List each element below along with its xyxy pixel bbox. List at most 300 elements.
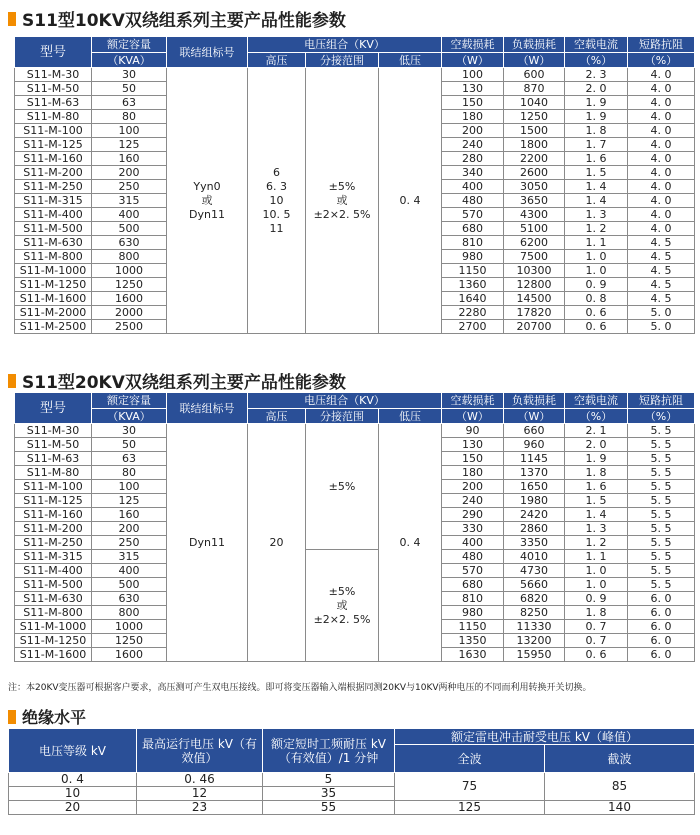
orange-square-icon xyxy=(8,374,16,388)
noload-loss-cell: 480 xyxy=(442,194,504,208)
noload-loss-cell: 1360 xyxy=(442,278,504,292)
load-loss-cell: 1500 xyxy=(504,124,565,138)
header-impulse: 额定雷电冲击耐受电压 kV（峰值） xyxy=(395,729,695,745)
capacity-cell: 400 xyxy=(92,208,167,222)
cell-line: 11 xyxy=(269,221,284,235)
model-cell: S11-M-800 xyxy=(15,250,92,264)
noload-loss-cell: 240 xyxy=(442,138,504,152)
noload-loss-cell: 1630 xyxy=(442,648,504,662)
impedance-cell: 6. 0 xyxy=(628,634,695,648)
model-cell: S11-M-50 xyxy=(15,82,92,96)
noload-current-cell: 0. 6 xyxy=(565,320,628,334)
header-impedance: 短路抗阻 xyxy=(628,393,695,409)
noload-loss-cell: 980 xyxy=(442,606,504,620)
cell-line: ±2×2. 5% xyxy=(313,207,371,221)
capacity-cell: 400 xyxy=(92,564,167,578)
connection-cell: Dyn11 xyxy=(167,424,248,662)
noload-loss-cell: 150 xyxy=(442,96,504,110)
noload-loss-cell: 130 xyxy=(442,438,504,452)
model-cell: S11-M-30 xyxy=(15,424,92,438)
capacity-cell: 125 xyxy=(92,138,167,152)
model-cell: S11-M-1000 xyxy=(15,264,92,278)
header-voltage: 电压组合（KV） xyxy=(248,393,442,409)
impedance-cell: 4. 5 xyxy=(628,264,695,278)
noload-loss-cell: 90 xyxy=(442,424,504,438)
table-10kv xyxy=(14,36,695,334)
hv-cell: 20 xyxy=(248,424,306,662)
capacity-cell: 100 xyxy=(92,480,167,494)
noload-loss-cell: 240 xyxy=(442,494,504,508)
model-cell: S11-M-500 xyxy=(15,222,92,236)
capacity-cell: 63 xyxy=(92,452,167,466)
noload-current-cell: 0. 9 xyxy=(565,592,628,606)
header-lv: 低压 xyxy=(379,409,442,424)
noload-loss-cell: 810 xyxy=(442,236,504,250)
model-cell: S11-M-125 xyxy=(15,138,92,152)
header-hv: 高压 xyxy=(248,53,306,68)
impedance-cell: 5. 5 xyxy=(628,480,695,494)
table-row xyxy=(15,550,695,564)
load-loss-cell: 13200 xyxy=(504,634,565,648)
ins-full-cell: 125 xyxy=(395,801,545,815)
model-cell: S11-M-80 xyxy=(15,110,92,124)
load-loss-cell: 1370 xyxy=(504,466,565,480)
header-load-loss: 负载损耗 xyxy=(504,393,565,409)
load-loss-cell: 6200 xyxy=(504,236,565,250)
impedance-cell: 5. 5 xyxy=(628,438,695,452)
model-cell: S11-M-1600 xyxy=(15,292,92,306)
capacity-cell: 1000 xyxy=(92,620,167,634)
impedance-cell: 4. 5 xyxy=(628,278,695,292)
load-loss-cell: 15950 xyxy=(504,648,565,662)
cell-line: 或 xyxy=(201,193,213,207)
noload-current-cell: 1. 4 xyxy=(565,180,628,194)
header-tap: 分接范围 xyxy=(306,53,379,68)
header-impedance: 短路抗阻 xyxy=(628,37,695,53)
header-noload-loss: 空载损耗 xyxy=(442,37,504,53)
load-loss-cell: 870 xyxy=(504,82,565,96)
ins-freq-cell: 5 xyxy=(263,773,395,787)
impedance-cell: 4. 5 xyxy=(628,236,695,250)
header-hv: 高压 xyxy=(248,409,306,424)
section-title-20kv: S11型20KV双绕组系列主要产品性能参数 xyxy=(8,368,346,393)
model-cell: S11-M-63 xyxy=(15,452,92,466)
noload-loss-cell: 200 xyxy=(442,480,504,494)
noload-loss-cell: 150 xyxy=(442,452,504,466)
noload-current-cell: 1. 5 xyxy=(565,494,628,508)
header-chopped-wave: 截波 xyxy=(545,745,695,773)
cell-line: ±5% xyxy=(328,584,356,598)
impedance-cell: 5. 5 xyxy=(628,466,695,480)
noload-loss-cell: 680 xyxy=(442,578,504,592)
capacity-cell: 630 xyxy=(92,592,167,606)
impedance-cell: 5. 5 xyxy=(628,452,695,466)
noload-loss-cell: 100 xyxy=(442,68,504,82)
noload-current-cell: 1. 0 xyxy=(565,250,628,264)
header-capacity: 额定容量 xyxy=(92,393,167,409)
cell-line: Dyn11 xyxy=(189,207,225,221)
header-noload-loss-unit: （W） xyxy=(442,409,504,424)
model-cell: S11-M-63 xyxy=(15,96,92,110)
impedance-cell: 4. 5 xyxy=(628,292,695,306)
tap-cell xyxy=(306,550,379,662)
capacity-cell: 30 xyxy=(92,424,167,438)
load-loss-cell: 5100 xyxy=(504,222,565,236)
noload-current-cell: 1. 0 xyxy=(565,264,628,278)
model-cell: S11-M-630 xyxy=(15,592,92,606)
noload-current-cell: 1. 3 xyxy=(565,208,628,222)
table-row xyxy=(15,424,695,438)
model-cell: S11-M-630 xyxy=(15,236,92,250)
load-loss-cell: 12800 xyxy=(504,278,565,292)
orange-square-icon xyxy=(8,12,16,26)
hv-cell xyxy=(248,68,306,334)
capacity-cell: 100 xyxy=(92,124,167,138)
ins-freq-cell: 35 xyxy=(263,787,395,801)
impedance-cell: 4. 0 xyxy=(628,166,695,180)
impedance-cell: 4. 0 xyxy=(628,194,695,208)
header-load-loss-unit: （W） xyxy=(504,53,565,68)
load-loss-cell: 11330 xyxy=(504,620,565,634)
ins-max-cell: 23 xyxy=(137,801,263,815)
impedance-cell: 4. 0 xyxy=(628,68,695,82)
model-cell: S11-M-250 xyxy=(15,180,92,194)
noload-loss-cell: 680 xyxy=(442,222,504,236)
capacity-cell: 500 xyxy=(92,578,167,592)
section-title-insulation: 绝缘水平 xyxy=(8,705,86,728)
model-cell: S11-M-1250 xyxy=(15,278,92,292)
impedance-cell: 5. 5 xyxy=(628,564,695,578)
table-insulation xyxy=(8,728,695,815)
noload-current-cell: 1. 1 xyxy=(565,236,628,250)
header-capacity: 额定容量 xyxy=(92,37,167,53)
noload-current-cell: 1. 8 xyxy=(565,124,628,138)
noload-loss-cell: 280 xyxy=(442,152,504,166)
model-cell: S11-M-1000 xyxy=(15,620,92,634)
noload-loss-cell: 1150 xyxy=(442,620,504,634)
noload-current-cell: 1. 8 xyxy=(565,466,628,480)
load-loss-cell: 2200 xyxy=(504,152,565,166)
noload-loss-cell: 1150 xyxy=(442,264,504,278)
capacity-cell: 250 xyxy=(92,180,167,194)
noload-current-cell: 0. 8 xyxy=(565,292,628,306)
model-cell: S11-M-160 xyxy=(15,152,92,166)
capacity-cell: 50 xyxy=(92,82,167,96)
impedance-cell: 5. 5 xyxy=(628,424,695,438)
noload-current-cell: 1. 4 xyxy=(565,194,628,208)
cell-line: 10. 5 xyxy=(262,207,291,221)
model-cell: S11-M-100 xyxy=(15,124,92,138)
ins-freq-cell: 55 xyxy=(263,801,395,815)
cell-line: 或 xyxy=(336,193,348,207)
model-cell: S11-M-250 xyxy=(15,536,92,550)
model-cell: S11-M-800 xyxy=(15,606,92,620)
noload-current-cell: 1. 2 xyxy=(565,222,628,236)
ins-level-cell: 20 xyxy=(9,801,137,815)
noload-loss-cell: 570 xyxy=(442,208,504,222)
noload-current-cell: 1. 9 xyxy=(565,452,628,466)
load-loss-cell: 960 xyxy=(504,438,565,452)
noload-loss-cell: 2700 xyxy=(442,320,504,334)
noload-current-cell: 1. 4 xyxy=(565,508,628,522)
capacity-cell: 315 xyxy=(92,550,167,564)
header-model: 型号 xyxy=(15,393,92,424)
capacity-cell: 1600 xyxy=(92,292,167,306)
header-impedance-unit: （%） xyxy=(628,409,695,424)
model-cell: S11-M-315 xyxy=(15,194,92,208)
noload-loss-cell: 980 xyxy=(442,250,504,264)
header-noload-current: 空载电流 xyxy=(565,393,628,409)
load-loss-cell: 4300 xyxy=(504,208,565,222)
noload-loss-cell: 180 xyxy=(442,110,504,124)
noload-loss-cell: 810 xyxy=(442,592,504,606)
capacity-cell: 2500 xyxy=(92,320,167,334)
model-cell: S11-M-2000 xyxy=(15,306,92,320)
noload-current-cell: 2. 1 xyxy=(565,424,628,438)
capacity-cell: 160 xyxy=(92,152,167,166)
noload-current-cell: 0. 7 xyxy=(565,634,628,648)
header-impedance-unit: （%） xyxy=(628,53,695,68)
header-noload-loss-unit: （W） xyxy=(442,53,504,68)
header-voltage-level: 电压等级 kV xyxy=(9,729,137,773)
capacity-cell: 800 xyxy=(92,606,167,620)
footnote: 注：本20KV变压器可根据客户要求，高压测可产生双电压接线。即可将变压器输入端根据同测20KV与10KV两种电压的不同而利用转换开关切换。 xyxy=(8,683,592,693)
noload-current-cell: 2. 0 xyxy=(565,438,628,452)
load-loss-cell: 2600 xyxy=(504,166,565,180)
header-tap: 分接范围 xyxy=(306,409,379,424)
noload-loss-cell: 130 xyxy=(442,82,504,96)
cell-line: ±2×2. 5% xyxy=(313,612,371,626)
model-cell: S11-M-125 xyxy=(15,494,92,508)
impedance-cell: 5. 5 xyxy=(628,578,695,592)
load-loss-cell: 3350 xyxy=(504,536,565,550)
header-capacity-unit: （KVA） xyxy=(92,53,167,68)
cell-line: 10 xyxy=(269,193,284,207)
noload-current-cell: 1. 6 xyxy=(565,480,628,494)
capacity-cell: 315 xyxy=(92,194,167,208)
noload-current-cell: 0. 9 xyxy=(565,278,628,292)
impedance-cell: 4. 0 xyxy=(628,222,695,236)
noload-current-cell: 0. 7 xyxy=(565,620,628,634)
noload-current-cell: 1. 0 xyxy=(565,578,628,592)
noload-current-cell: 1. 0 xyxy=(565,564,628,578)
impedance-cell: 5. 0 xyxy=(628,320,695,334)
noload-loss-cell: 1640 xyxy=(442,292,504,306)
model-cell: S11-M-1250 xyxy=(15,634,92,648)
model-cell: S11-M-80 xyxy=(15,466,92,480)
header-capacity-unit: （KVA） xyxy=(92,409,167,424)
model-cell: S11-M-400 xyxy=(15,564,92,578)
capacity-cell: 30 xyxy=(92,68,167,82)
capacity-cell: 250 xyxy=(92,536,167,550)
header-freq-withstand: 额定短时工频耐压 kV（有效值）/1 分钟 xyxy=(263,729,395,773)
capacity-cell: 50 xyxy=(92,438,167,452)
noload-current-cell: 1. 6 xyxy=(565,152,628,166)
noload-loss-cell: 400 xyxy=(442,180,504,194)
header-lv: 低压 xyxy=(379,53,442,68)
header-model: 型号 xyxy=(15,37,92,68)
orange-square-icon xyxy=(8,710,16,724)
header-load-loss: 负载损耗 xyxy=(504,37,565,53)
load-loss-cell: 1650 xyxy=(504,480,565,494)
capacity-cell: 630 xyxy=(92,236,167,250)
noload-current-cell: 0. 6 xyxy=(565,648,628,662)
load-loss-cell: 1250 xyxy=(504,110,565,124)
noload-current-cell: 0. 6 xyxy=(565,306,628,320)
header-voltage: 电压组合（KV） xyxy=(248,37,442,53)
impedance-cell: 5. 5 xyxy=(628,550,695,564)
model-cell: S11-M-160 xyxy=(15,508,92,522)
load-loss-cell: 5660 xyxy=(504,578,565,592)
capacity-cell: 2000 xyxy=(92,306,167,320)
load-loss-cell: 6820 xyxy=(504,592,565,606)
load-loss-cell: 4730 xyxy=(504,564,565,578)
capacity-cell: 1600 xyxy=(92,648,167,662)
noload-loss-cell: 400 xyxy=(442,536,504,550)
header-connection: 联结组标号 xyxy=(167,37,248,68)
load-loss-cell: 1040 xyxy=(504,96,565,110)
impedance-cell: 4. 0 xyxy=(628,152,695,166)
load-loss-cell: 600 xyxy=(504,68,565,82)
impedance-cell: 6. 0 xyxy=(628,592,695,606)
impedance-cell: 5. 5 xyxy=(628,508,695,522)
table-row xyxy=(15,68,695,82)
load-loss-cell: 2860 xyxy=(504,522,565,536)
capacity-cell: 160 xyxy=(92,508,167,522)
header-connection: 联结组标号 xyxy=(167,393,248,424)
model-cell: S11-M-500 xyxy=(15,578,92,592)
model-cell: S11-M-2500 xyxy=(15,320,92,334)
ins-chop-cell: 85 xyxy=(545,773,695,801)
load-loss-cell: 660 xyxy=(504,424,565,438)
capacity-cell: 500 xyxy=(92,222,167,236)
cell-line: ±5% xyxy=(328,179,356,193)
ins-max-cell: 0. 46 xyxy=(137,773,263,787)
capacity-cell: 1250 xyxy=(92,278,167,292)
load-loss-cell: 17820 xyxy=(504,306,565,320)
impedance-cell: 6. 0 xyxy=(628,606,695,620)
cell-line: 6. 3 xyxy=(266,179,287,193)
load-loss-cell: 20700 xyxy=(504,320,565,334)
capacity-cell: 200 xyxy=(92,166,167,180)
noload-loss-cell: 200 xyxy=(442,124,504,138)
impedance-cell: 4. 0 xyxy=(628,110,695,124)
noload-loss-cell: 290 xyxy=(442,508,504,522)
noload-current-cell: 1. 1 xyxy=(565,550,628,564)
model-cell: S11-M-200 xyxy=(15,522,92,536)
cell-line: 或 xyxy=(336,598,348,612)
model-cell: S11-M-315 xyxy=(15,550,92,564)
header-max-voltage: 最高运行电压 kV（有效值） xyxy=(137,729,263,773)
load-loss-cell: 1800 xyxy=(504,138,565,152)
impedance-cell: 5. 5 xyxy=(628,522,695,536)
tap-cell: ±5% xyxy=(306,424,379,550)
noload-loss-cell: 2280 xyxy=(442,306,504,320)
load-loss-cell: 7500 xyxy=(504,250,565,264)
ins-full-cell: 75 xyxy=(395,773,545,801)
ins-level-cell: 10 xyxy=(9,787,137,801)
header-full-wave: 全波 xyxy=(395,745,545,773)
connection-cell xyxy=(167,68,248,334)
model-cell: S11-M-1600 xyxy=(15,648,92,662)
noload-loss-cell: 340 xyxy=(442,166,504,180)
noload-current-cell: 1. 8 xyxy=(565,606,628,620)
lv-cell: 0. 4 xyxy=(379,424,442,662)
model-cell: S11-M-100 xyxy=(15,480,92,494)
impedance-cell: 4. 0 xyxy=(628,180,695,194)
cell-line: Yyn0 xyxy=(193,179,221,193)
noload-loss-cell: 330 xyxy=(442,522,504,536)
noload-loss-cell: 1350 xyxy=(442,634,504,648)
model-cell: S11-M-400 xyxy=(15,208,92,222)
capacity-cell: 63 xyxy=(92,96,167,110)
impedance-cell: 4. 0 xyxy=(628,82,695,96)
impedance-cell: 4. 0 xyxy=(628,96,695,110)
noload-current-cell: 2. 0 xyxy=(565,82,628,96)
capacity-cell: 1000 xyxy=(92,264,167,278)
noload-current-cell: 1. 5 xyxy=(565,166,628,180)
capacity-cell: 800 xyxy=(92,250,167,264)
noload-current-cell: 1. 7 xyxy=(565,138,628,152)
capacity-cell: 200 xyxy=(92,522,167,536)
load-loss-cell: 3050 xyxy=(504,180,565,194)
impedance-cell: 4. 0 xyxy=(628,138,695,152)
capacity-cell: 1250 xyxy=(92,634,167,648)
load-loss-cell: 8250 xyxy=(504,606,565,620)
load-loss-cell: 3650 xyxy=(504,194,565,208)
load-loss-cell: 10300 xyxy=(504,264,565,278)
impedance-cell: 5. 5 xyxy=(628,536,695,550)
impedance-cell: 6. 0 xyxy=(628,620,695,634)
model-cell: S11-M-200 xyxy=(15,166,92,180)
header-noload-current: 空载电流 xyxy=(565,37,628,53)
header-load-loss-unit: （W） xyxy=(504,409,565,424)
header-noload-loss: 空载损耗 xyxy=(442,393,504,409)
impedance-cell: 4. 0 xyxy=(628,208,695,222)
noload-current-cell: 1. 2 xyxy=(565,536,628,550)
cell-line: 6 xyxy=(273,165,280,179)
capacity-cell: 80 xyxy=(92,110,167,124)
ins-level-cell: 0. 4 xyxy=(9,773,137,787)
noload-current-cell: 1. 9 xyxy=(565,110,628,124)
section-title-10kv: S11型10KV双绕组系列主要产品性能参数 xyxy=(8,6,346,31)
model-cell: S11-M-50 xyxy=(15,438,92,452)
header-noload-current-unit: （%） xyxy=(565,53,628,68)
model-cell: S11-M-30 xyxy=(15,68,92,82)
ins-max-cell: 12 xyxy=(137,787,263,801)
impedance-cell: 4. 0 xyxy=(628,124,695,138)
ins-chop-cell: 140 xyxy=(545,801,695,815)
lv-cell: 0. 4 xyxy=(379,68,442,334)
noload-loss-cell: 570 xyxy=(442,564,504,578)
impedance-cell: 5. 0 xyxy=(628,306,695,320)
load-loss-cell: 2420 xyxy=(504,508,565,522)
table-20kv xyxy=(14,392,695,662)
header-noload-current-unit: （%） xyxy=(565,409,628,424)
impedance-cell: 6. 0 xyxy=(628,648,695,662)
noload-current-cell: 2. 3 xyxy=(565,68,628,82)
capacity-cell: 80 xyxy=(92,466,167,480)
noload-loss-cell: 180 xyxy=(442,466,504,480)
noload-current-cell: 1. 9 xyxy=(565,96,628,110)
noload-current-cell: 1. 3 xyxy=(565,522,628,536)
noload-loss-cell: 480 xyxy=(442,550,504,564)
load-loss-cell: 1980 xyxy=(504,494,565,508)
load-loss-cell: 1145 xyxy=(504,452,565,466)
tap-cell xyxy=(306,68,379,334)
impedance-cell: 5. 5 xyxy=(628,494,695,508)
capacity-cell: 125 xyxy=(92,494,167,508)
